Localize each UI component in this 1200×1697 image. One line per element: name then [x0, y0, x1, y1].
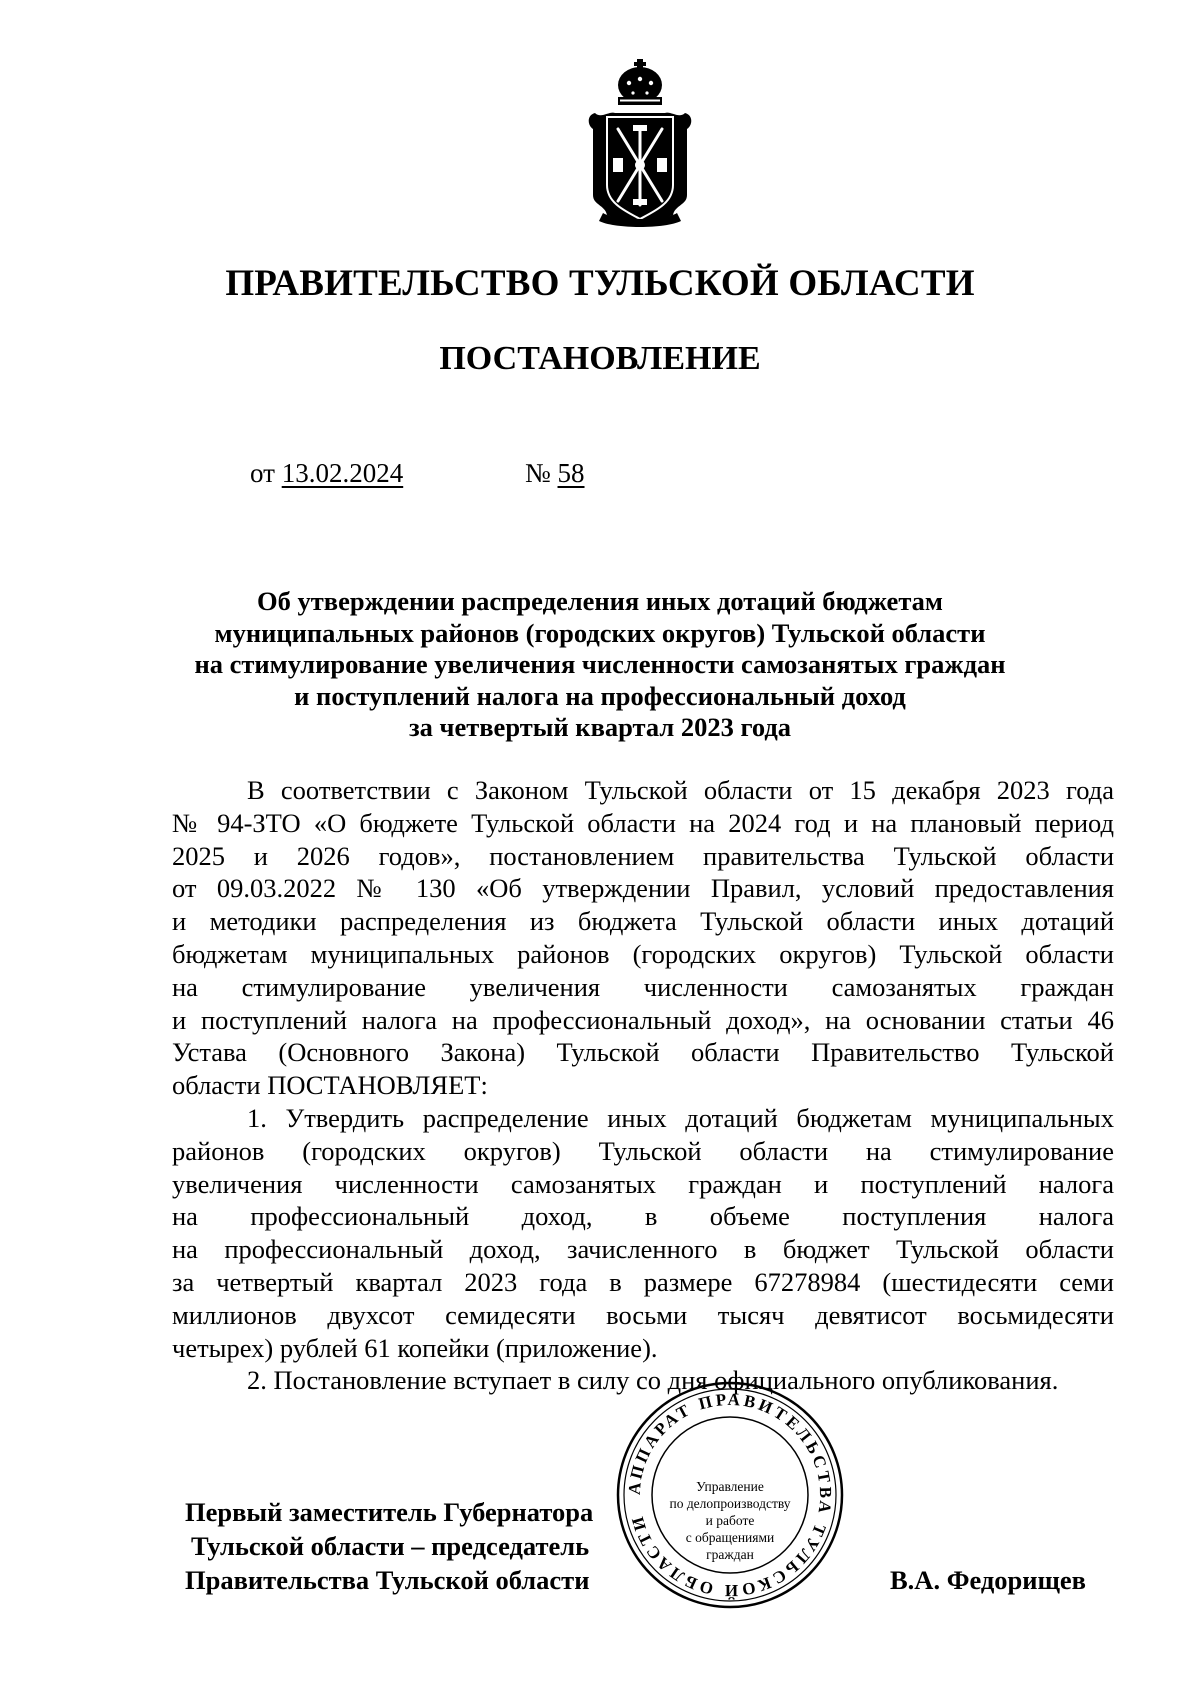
body-line: от 09.03.2022 № 130 «Об утверждении Правил, условий предоставления [172, 873, 1114, 904]
document-body [172, 774, 1114, 1397]
document-type: ПОСТАНОВЛЕНИЕ [439, 340, 761, 377]
body-line: и поступлений налога на профессиональный доход», на основании статьи 46 [172, 1004, 1114, 1035]
subject-line: на стимулирование увеличения численности самозанятых граждан [194, 649, 1006, 679]
document-date: 13.02.2024 [281, 458, 404, 488]
date-prefix: от [250, 458, 275, 488]
body-line: области ПОСТАНОВЛЯЕТ: [172, 1070, 488, 1101]
signatory-title-line: Тульской области – председатель [191, 1531, 590, 1561]
body-line: 2025 и 2026 годов», постановлением правительства Тульской области [172, 840, 1114, 871]
seal-center-text [640, 1478, 820, 1563]
signatory-title-line: Первый заместитель Губернатора [185, 1497, 594, 1527]
body-line: увеличения численности самозанятых граждан и поступлений налога [172, 1168, 1114, 1199]
subject-line: Об утверждении распределения иных дотаций бюджетам [257, 586, 943, 616]
body-line: 1. Утвердить распределение иных дотаций бюджетам муниципальных [247, 1102, 1114, 1133]
coat-of-arms-icon [585, 55, 695, 230]
body-line: 2. Постановление вступает в силу со дня официального опубликования. [247, 1365, 1059, 1396]
body-line: на профессиональный доход, зачисленного в бюджет Тульской области [172, 1234, 1114, 1265]
body-line: районов (городских округов) Тульской области на стимулирование [172, 1135, 1114, 1166]
signatory-name: В.А. Федорищев [890, 1565, 1086, 1595]
body-line: миллионов двухсот семидесяти восьми тысяч девятисот восьмидесяти [172, 1299, 1114, 1330]
body-line: на профессиональный доход, в объеме поступления налога [172, 1201, 1114, 1232]
signatory-title-line: Правительства Тульской области [185, 1565, 590, 1595]
subject-line: и поступлений налога на профессиональный доход [294, 680, 906, 711]
seal-center-line: граждан [706, 1547, 754, 1562]
document-number: 58 [557, 458, 585, 488]
seal-center-line: с обращениями [685, 1530, 775, 1545]
seal-center-line: и работе [705, 1513, 755, 1528]
seal-center-line: Управление [696, 1479, 764, 1494]
document-number-block [525, 458, 585, 489]
subject-line: за четвертый квартал 2023 года [409, 712, 791, 742]
body-line: за четвертый квартал 2023 года в размере 67278984 (шестидесяти семи [172, 1266, 1114, 1297]
body-line: Устава (Основного Закона) Тульской области Правительство Тульской [172, 1037, 1114, 1068]
seal-center-line: по делопроизводству [669, 1496, 791, 1511]
organization-title: ПРАВИТЕЛЬСТВО ТУЛЬСКОЙ ОБЛАСТИ [225, 263, 975, 304]
document-date-number [250, 458, 585, 489]
signatory-title [185, 1495, 593, 1597]
body-line: на стимулирование увеличения численности самозанятых граждан [172, 971, 1114, 1002]
body-line: бюджетам муниципальных районов (городских округов) Тульской области [172, 938, 1114, 969]
body-line: № 94-ЗТО «О бюджете Тульской области на 2024 год и на плановый период [172, 807, 1114, 838]
subject-line: муниципальных районов (городских округов) Тульской области [214, 617, 986, 648]
document-subject [150, 586, 1050, 744]
number-prefix: № [525, 458, 551, 488]
seal-ring-text: АППАРАТ ПРАВИТЕЛЬСТВА ТУЛЬСКОЙ ОБЛАСТИ [624, 1389, 836, 1601]
body-line: и методики распределения из бюджета Тульской области иных дотаций [172, 906, 1114, 937]
body-line: четырех) рублей 61 копейки (приложение). [172, 1332, 658, 1363]
body-line: В соответствии с Законом Тульской области от 15 декабря 2023 года [247, 775, 1114, 805]
